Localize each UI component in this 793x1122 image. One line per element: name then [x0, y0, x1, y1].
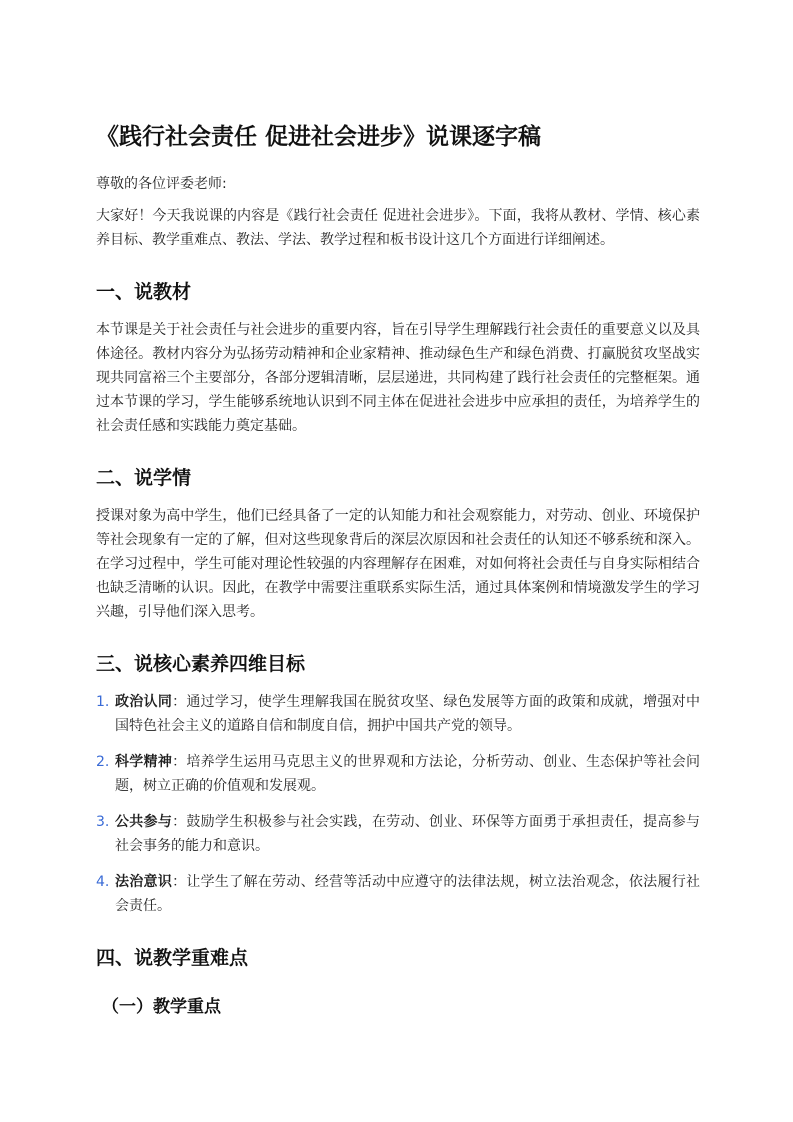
list-item: [96, 870, 700, 918]
section-heading-objectives: 三、说核心素养四维目标: [96, 653, 306, 675]
list-text: ：鼓励学生积极参与社会实践，在劳动、创业、环保等方面勇于承担责任，提高参与社会事务的能力和意识。: [115, 814, 701, 854]
salutation: 尊敬的各位评委老师:: [96, 176, 227, 192]
list-item: [96, 750, 700, 798]
list-number: 2.: [96, 754, 110, 770]
list-term: 政治认同: [115, 694, 173, 710]
list-item: [96, 810, 700, 858]
list-term: 公共参与: [115, 814, 173, 830]
document-page: [96, 120, 700, 1032]
document-title: 《践行社会责任 促进社会进步》说课逐字稿: [96, 124, 542, 150]
list-number: 4.: [96, 874, 110, 890]
list-number: 3.: [96, 814, 110, 830]
list-term: 法治意识: [115, 874, 173, 890]
section-body-textbook: 本节课是关于社会责任与社会进步的重要内容，旨在引导学生理解践行社会责任的重要意义以及具体途径。教材内容分为弘扬劳动精神和企业家精神、推动绿色生产和绿色消费、打赢脱贫攻坚战实现共同富裕三个主要部分，各部分逻辑清晰，层层递进，共同构建了践行社会责任的完整框架。通过本节课的学习，学生能够系统地认识到不同主体在促进社会进步中应承担的责任，为培养学生的社会责任感和实践能力奠定基础。: [96, 322, 700, 434]
objectives-list: [96, 690, 700, 918]
list-text: ：培养学生运用马克思主义的世界观和方法论，分析劳动、创业、生态保护等社会问题，树立正确的价值观和发展观。: [115, 754, 701, 794]
section-body-students: 授课对象为高中学生，他们已经具备了一定的认知能力和社会观察能力，对劳动、创业、环境保护等社会现象有一定的了解，但对这些现象背后的深层次原因和社会责任的认知还不够系统和深入。在学习过程中，学生可能对理论性较强的内容理解存在困难，对如何将社会责任与自身实际相结合也缺乏清晰的认识。因此，在教学中需要注重联系实际生活，通过具体案例和情境激发学生的学习兴趣，引导他们深入思考。: [96, 508, 700, 620]
section-heading-key-points: 四、说教学重难点: [96, 947, 249, 969]
intro-paragraph: 大家好！今天我说课的内容是《践行社会责任 促进社会进步》。下面，我将从教材、学情、核心素养目标、教学重难点、教法、学法、教学过程和板书设计这几个方面进行详细阐述。: [96, 208, 700, 248]
list-item: [96, 690, 700, 738]
section-heading-textbook: 一、说教材: [96, 281, 192, 303]
section-heading-students: 二、说学情: [96, 467, 192, 489]
list-term: 科学精神: [115, 754, 173, 770]
list-text: ：让学生了解在劳动、经营等活动中应遵守的法律法规，树立法治观念，依法履行社会责任。: [115, 874, 701, 914]
list-text: ：通过学习，使学生理解我国在脱贫攻坚、绿色发展等方面的政策和成就，增强对中国特色社会主义的道路自信和制度自信，拥护中国共产党的领导。: [115, 694, 701, 734]
subsection-heading-focus: （一）教学重点: [102, 997, 221, 1017]
list-number: 1.: [96, 694, 110, 710]
